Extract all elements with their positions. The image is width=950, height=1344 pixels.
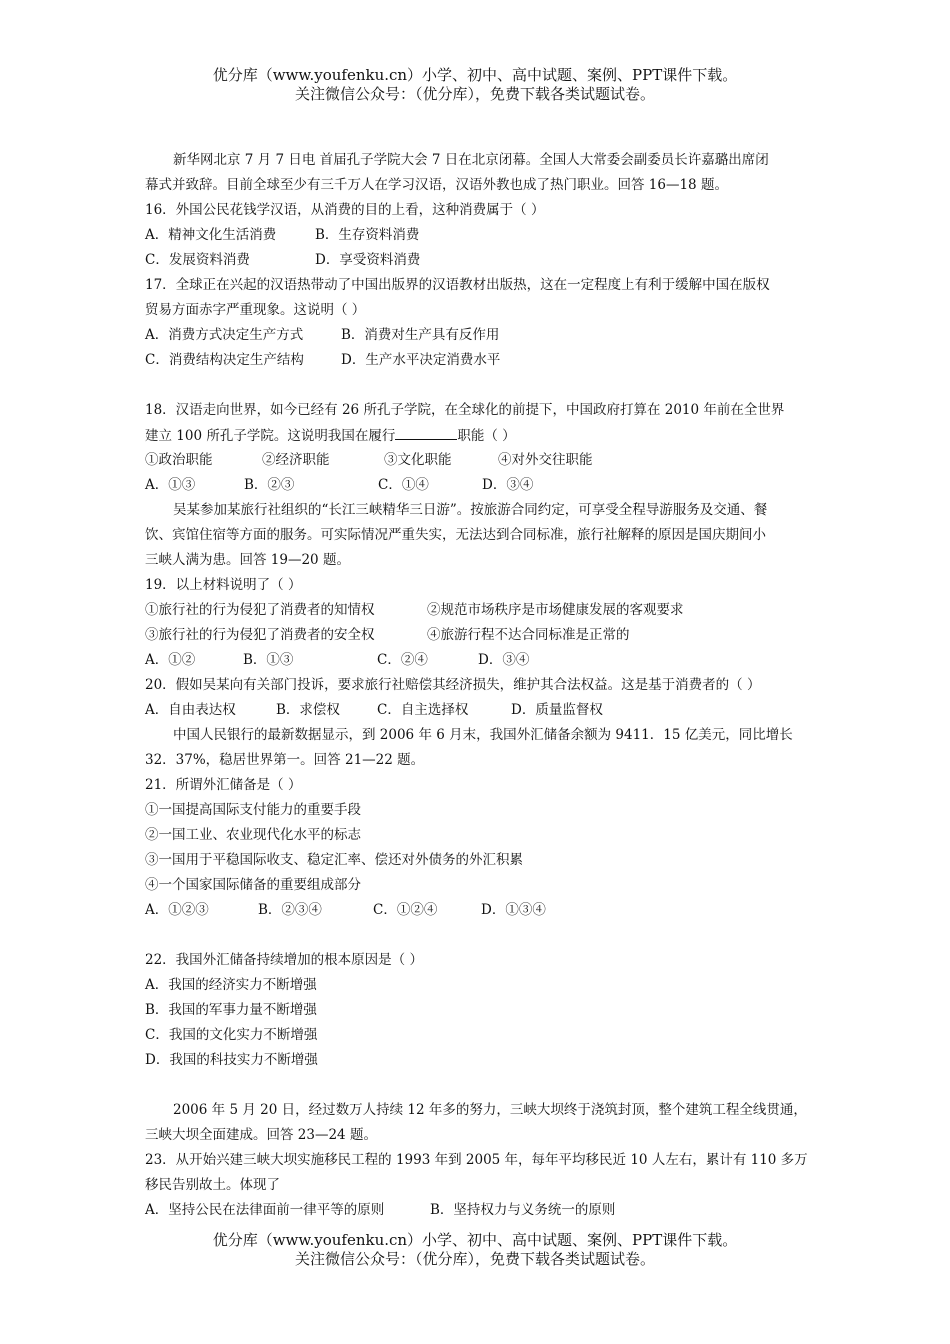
q19-option-c: C．②④	[377, 652, 428, 668]
q18-option-b: B．②③	[244, 477, 295, 493]
q20-stem: 20．假如吴某向有关部门投诉，要求旅行社赔偿其经济损失，维护其合法权益。这是基于消费者的（ ）	[145, 677, 761, 693]
q21-statement-1: ①一国提高国际支付能力的重要手段	[145, 802, 361, 818]
footer-line-2: 关注微信公众号：（优分库），免费下载各类试题试卷。	[294, 1250, 655, 1268]
q19-statement-3: ③旅行社的行为侵犯了消费者的安全权	[145, 627, 375, 643]
q17-options-row1	[145, 326, 499, 344]
page-footer	[0, 1231, 950, 1269]
q22-option-c: C．我国的文化实力不断增强	[145, 1027, 318, 1043]
q23-options-row1	[145, 1201, 615, 1219]
q19-option-b: B．①③	[243, 652, 294, 668]
q23-stem-line2: 移民告别故土。体现了	[145, 1177, 280, 1193]
q22-stem: 22．我国外汇储备持续增加的根本原因是（ ）	[145, 952, 423, 968]
q20-options	[145, 701, 603, 719]
passage4-line2: 三峡大坝全面建成。回答 23—24 题。	[145, 1127, 377, 1143]
q19-stem: 19．以上材料说明了（ ）	[145, 577, 302, 593]
q16-option-c: C．发展资料消费	[145, 252, 250, 268]
q23-option-a: A．坚持公民在法律面前一律平等的原则	[145, 1202, 385, 1218]
q21-option-b: B．②③④	[258, 902, 322, 918]
q21-option-a: A．①②③	[145, 902, 209, 918]
q22-option-d: D．我国的科技实力不断增强	[145, 1052, 318, 1068]
q18-statement-2: ②经济职能	[262, 452, 330, 468]
q17-stem-line2: 贸易方面赤字严重现象。这说明（ ）	[145, 302, 366, 318]
passage3-line1: 中国人民银行的最新数据显示，到 2006 年 6 月末，我国外汇储备余额为 9411．15 亿美元，同比增长	[173, 727, 793, 743]
q19-option-a: A．①②	[145, 652, 196, 668]
q19-option-d: D．③④	[478, 652, 530, 668]
q18-stem-pre: 建立 100 所孔子学院。这说明我国在履行	[145, 428, 396, 444]
footer-line-1: 优分库（www.youfenku.cn）小学、初中、高中试题、案例、PPT课件下载。	[212, 1231, 738, 1249]
page-header	[0, 66, 950, 104]
q17-option-b: B．消费对生产具有反作用	[341, 327, 500, 343]
q18-stem-post: 职能（ ）	[457, 428, 516, 444]
passage2-line2: 饮、宾馆住宿等方面的服务。可实际情况严重失实，无法达到合同标准，旅行社解释的原因是国庆期间小	[145, 527, 766, 543]
q18-stem-line2	[145, 426, 516, 445]
q16-option-b: B．生存资料消费	[315, 227, 420, 243]
passage2-line3: 三峡人满为患。回答 19—20 题。	[145, 552, 350, 568]
q22-option-b: B．我国的军事力量不断增强	[145, 1002, 317, 1018]
q21-option-c: C．①②④	[373, 902, 438, 918]
q18-answer-blank	[395, 426, 457, 440]
q16-stem: 16．外国公民花钱学汉语，从消费的目的上看，这种消费属于（ ）	[145, 202, 545, 218]
q20-option-c: C．自主选择权	[377, 702, 469, 718]
q21-stem: 21．所谓外汇储备是（ ）	[145, 777, 302, 793]
q17-stem-line1: 17．全球正在兴起的汉语热带动了中国出版界的汉语教材出版热，这在一定程度上有利于缓解中国在版权	[145, 277, 770, 293]
q20-option-b: B．求偿权	[276, 702, 340, 718]
q19-statement-1: ①旅行社的行为侵犯了消费者的知情权	[145, 602, 375, 618]
passage1-line1: 新华网北京 7 月 7 日电 首届孔子学院大会 7 日在北京闭幕。全国人大常委会副委员长许嘉璐出席闭	[173, 152, 769, 168]
passage4-line1: 2006 年 5 月 20 日，经过数万人持续 12 年多的努力，三峡大坝终于浇筑封顶，整个建筑工程全线贯通，	[173, 1102, 807, 1118]
q18-option-a: A．①③	[145, 477, 196, 493]
q18-statement-1: ①政治职能	[145, 452, 213, 468]
q20-option-a: A．自由表达权	[145, 702, 236, 718]
q18-option-d: D．③④	[482, 477, 534, 493]
q17-option-d: D．生产水平决定消费水平	[341, 352, 501, 368]
q19-statements-row2	[145, 626, 630, 644]
q21-option-d: D．①③④	[481, 902, 546, 918]
q19-options	[145, 651, 529, 669]
q20-option-d: D．质量监督权	[511, 702, 603, 718]
q21-statement-2: ②一国工业、农业现代化水平的标志	[145, 827, 361, 843]
q16-options-row1	[145, 226, 419, 244]
q18-options	[145, 476, 533, 494]
q19-statements-row1	[145, 601, 684, 619]
passage1-line2: 幕式并致辞。目前全球至少有三千万人在学习汉语，汉语外教也成了热门职业。回答 16—18 题。	[145, 177, 728, 193]
passage3-line2: 32．37%，稳居世界第一。回答 21—22 题。	[145, 752, 425, 768]
q23-stem-line1: 23．从开始兴建三峡大坝实施移民工程的 1993 年到 2005 年，每年平均移民近 10 人左右，累计有 110 多万	[145, 1152, 808, 1168]
header-line-2: 关注微信公众号：（优分库），免费下载各类试题试卷。	[294, 85, 655, 103]
q18-statements	[145, 451, 593, 469]
q17-option-a: A．消费方式决定生产方式	[145, 327, 304, 343]
q17-options-row2	[145, 351, 500, 369]
passage2-line1: 吴某参加某旅行社组织的“长江三峡精华三日游”。按旅游合同约定，可享受全程导游服务及交通、餐	[173, 502, 768, 518]
q21-statement-4: ④一个国家国际储备的重要组成部分	[145, 877, 361, 893]
q22-option-a: A．我国的经济实力不断增强	[145, 977, 317, 993]
q17-option-c: C．消费结构决定生产结构	[145, 352, 304, 368]
q18-statement-4: ④对外交往职能	[498, 452, 593, 468]
q21-options	[145, 901, 546, 919]
q16-option-a: A．精神文化生活消费	[145, 227, 277, 243]
q19-statement-2: ②规范市场秩序是市场健康发展的客观要求	[427, 602, 684, 618]
q16-options-row2	[145, 251, 420, 269]
header-line-1: 优分库（www.youfenku.cn）小学、初中、高中试题、案例、PPT课件下载。	[212, 66, 738, 84]
q19-statement-4: ④旅游行程不达合同标准是正常的	[427, 627, 630, 643]
q18-stem-line1: 18．汉语走向世界，如今已经有 26 所孔子学院，在全球化的前提下，中国政府打算在 2010 年前在全世界	[145, 402, 785, 418]
q21-statement-3: ③一国用于平稳国际收支、稳定汇率、偿还对外债务的外汇积累	[145, 852, 523, 868]
q18-option-c: C．①④	[378, 477, 429, 493]
q18-statement-3: ③文化职能	[384, 452, 452, 468]
q23-option-b: B．坚持权力与义务统一的原则	[430, 1202, 616, 1218]
q16-option-d: D．享受资料消费	[315, 252, 421, 268]
